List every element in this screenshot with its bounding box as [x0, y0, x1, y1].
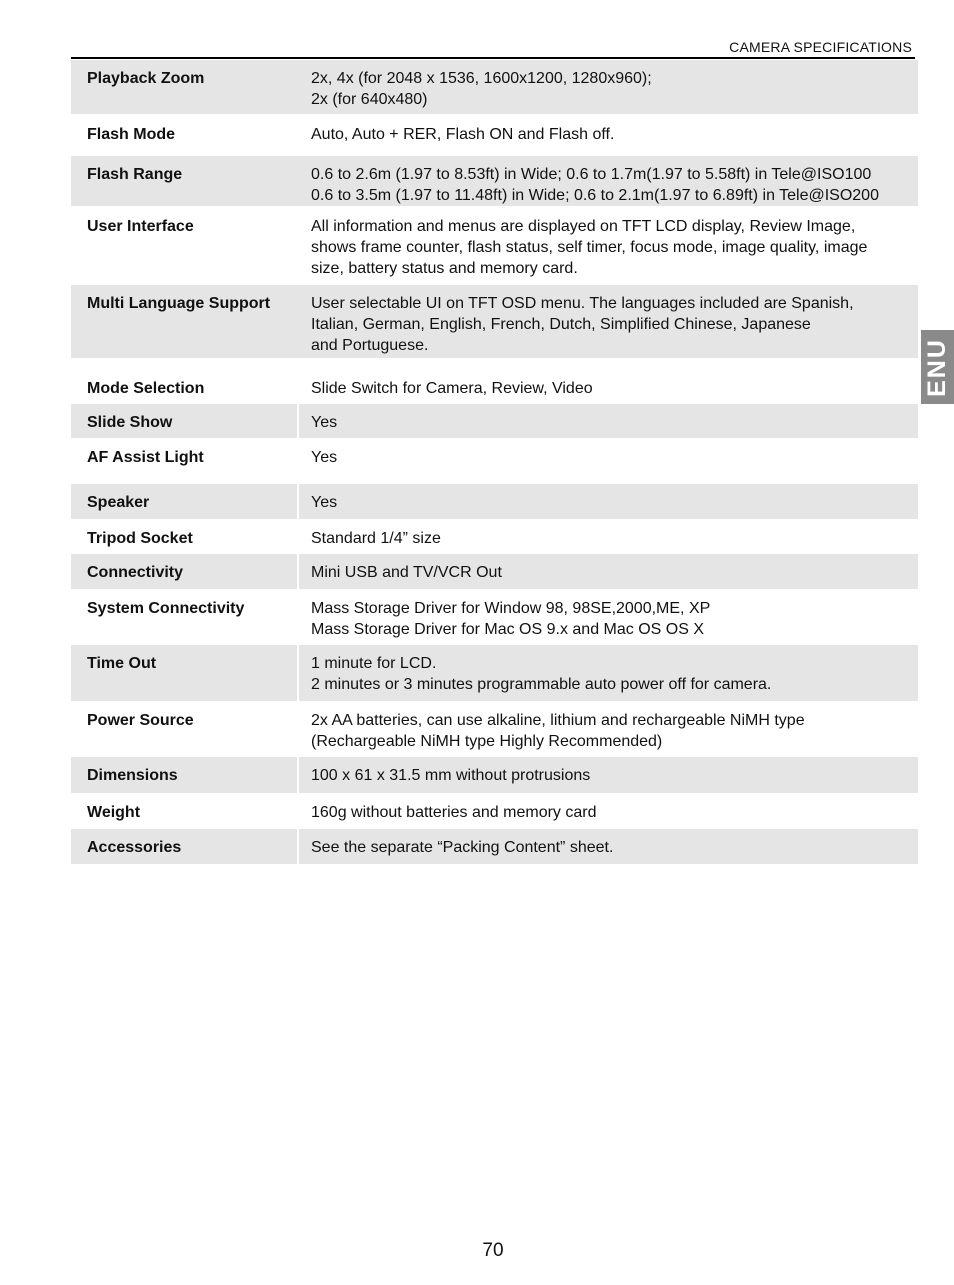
table-row [71, 794, 918, 828]
spec-label: Multi Language Support [87, 295, 271, 312]
spec-label: Mode Selection [87, 380, 205, 397]
table-row [71, 404, 918, 438]
spec-value: 160g without batteries and memory card [311, 804, 597, 821]
table-row [71, 829, 918, 864]
spec-label: Speaker [87, 494, 150, 511]
table-row [71, 285, 918, 358]
table-row [71, 116, 918, 154]
table-row [71, 370, 918, 402]
table-row [71, 757, 918, 793]
spec-value: 2x AA batteries, can use alkaline, lithium and rechargeable NiMH type (Rechargeable NiMH type Highly Recommended) [311, 712, 805, 750]
spec-value: 1 minute for LCD. 2 minutes or 3 minutes programmable auto power off for camera. [311, 655, 772, 693]
spec-value: Yes [311, 494, 338, 511]
spec-label: Weight [87, 804, 141, 821]
spec-label: Playback Zoom [87, 70, 205, 87]
spec-value: Auto, Auto + RER, Flash ON and Flash off. [311, 126, 615, 143]
spec-label: Flash Range [87, 166, 183, 183]
table-row [71, 702, 918, 756]
table-row [71, 645, 918, 701]
spec-value: 2x, 4x (for 2048 x 1536, 1600x1200, 1280x960); 2x (for 640x480) [311, 70, 652, 108]
spec-label: User Interface [87, 218, 194, 235]
page-number: 70 [482, 1240, 504, 1261]
spec-label: Connectivity [87, 564, 184, 581]
spec-label: Tripod Socket [87, 530, 193, 547]
spec-value: See the separate “Packing Content” sheet. [311, 839, 614, 856]
spec-value: Yes [311, 414, 338, 431]
spec-label: Power Source [87, 712, 194, 729]
spec-value: All information and menus are displayed on TFT LCD display, Review Image, shows frame counter, flash status, self timer, focus mode, image quality, image size, battery status and memory card. [311, 218, 868, 277]
table-row [71, 60, 918, 114]
table-row [71, 156, 918, 206]
spec-label: Slide Show [87, 414, 173, 431]
spec-value: Mini USB and TV/VCR Out [311, 564, 502, 581]
spec-value: 100 x 61 x 31.5 mm without protrusions [311, 767, 591, 784]
spec-label: Flash Mode [87, 126, 176, 143]
spec-value: Mass Storage Driver for Window 98, 98SE,2000,ME, XP Mass Storage Driver for Mac OS 9.x and Mac OS OS X [311, 600, 711, 638]
table-row [71, 439, 918, 479]
spec-value: Standard 1/4” size [311, 530, 441, 547]
spec-value: 0.6 to 2.6m (1.97 to 8.53ft) in Wide; 0.6 to 1.7m(1.97 to 5.58ft) in Tele@ISO100 0.6 to 3.5m (1.97 to 11.48ft) in Wide; 0.6 to 2.1m(1.97 to 6.89ft) in Tele@ISO200 [311, 166, 879, 204]
spec-value: Slide Switch for Camera, Review, Video [311, 380, 593, 397]
spec-label: Accessories [87, 839, 182, 856]
language-tab [921, 330, 954, 404]
table-row [71, 554, 918, 589]
spec-label: Time Out [87, 655, 157, 672]
table-row [71, 484, 918, 519]
table-row [71, 520, 918, 553]
spec-label: System Connectivity [87, 600, 245, 617]
language-tab-label: ENU [923, 337, 952, 397]
spec-label: AF Assist Light [87, 449, 204, 466]
spec-value: Yes [311, 449, 338, 466]
table-row [71, 590, 918, 644]
spec-value: User selectable UI on TFT OSD menu. The languages included are Spanish, Italian, German, English, French, Dutch, Simplified Chinese, Japanese and Portuguese. [311, 295, 854, 354]
section-header: CAMERA SPECIFICATIONS [729, 39, 912, 55]
spec-label: Dimensions [87, 767, 178, 784]
header-divider [71, 57, 915, 59]
table-row [71, 208, 918, 284]
